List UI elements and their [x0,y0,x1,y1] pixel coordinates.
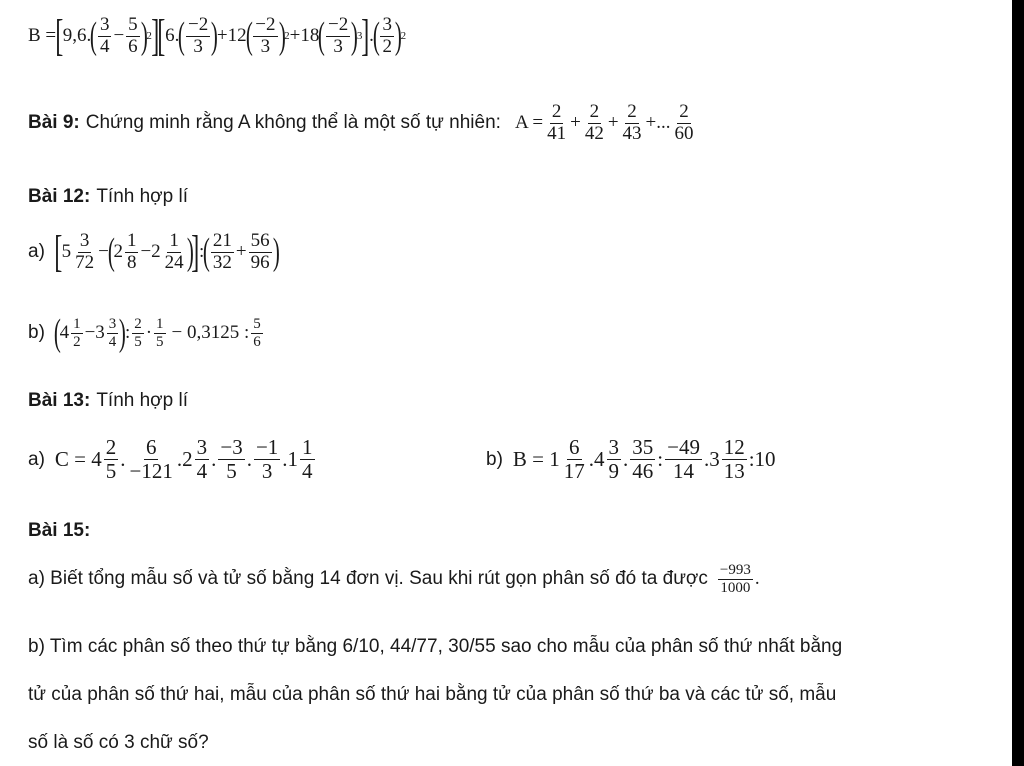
fraction: $\frac{3}{4}$ [99,13,110,57]
fraction: $\frac{1}{4}$ [302,435,313,484]
bai12-label: Bài 12: [28,186,91,207]
fraction: $\frac{3}{2}$ [382,13,392,57]
fraction: $\frac{12}{13}$ [723,435,745,484]
bai12-title: Tính hợp lí [96,186,188,207]
fraction: $\frac{-993}{1000}$ [719,562,751,596]
bai13-b: b) B = 1 $\frac{6}{17}$ . 4 $\frac{3}{9}$ . $\frac{35}{46}$ : $\frac{-49}{14}$ . 3 $\frac{12}{13}$ :10 [486,435,776,484]
fraction: $\frac{3}{9}$ [608,435,620,484]
formula-b-lhs: B = [28,25,57,46]
bai15-b-line3: số là số có 3 chữ số? [28,732,209,753]
fraction: $\frac{2}{60}$ [674,101,694,144]
fraction: $\frac{2}{42}$ [584,101,604,144]
bai13-label: Bài 13: [28,390,91,411]
fraction: $\frac{2}{5}$ [105,435,117,484]
fraction: $\frac{1}{24}$ [164,229,184,273]
bai9-formula: A = $\frac{2}{41}$ + $\frac{2}{42}$ + $\frac{2}{43}$ +... $\frac{2}{60}$ [514,101,694,144]
bai13-title: Tính hợp lí [96,390,188,411]
fraction: $\frac{-2}{3}$ [255,13,276,57]
fraction: $\frac{35}{46}$ [632,435,654,484]
fraction: $\frac{-3}{5}$ [220,435,243,484]
bai13-heading [28,390,188,412]
fraction: $\frac{3}{72}$ [75,229,95,273]
fraction: $\frac{-1}{3}$ [255,435,279,484]
fraction: $\frac{3}{4}$ [196,435,208,484]
bai9-text: Chứng minh rằng A không thể là một số tự nhiên: [85,112,501,134]
fraction: $\frac{5}{6}$ [128,13,138,57]
fraction: $\frac{5}{6}$ [253,316,261,350]
bai15-label: Bài 15: [28,520,91,541]
fraction: $\frac{21}{32}$ [212,229,232,273]
fraction: $\frac{2}{41}$ [547,101,567,144]
bai9-label: Bài 9: [28,112,80,134]
fraction: $\frac{2}{5}$ [134,316,142,350]
bai12-a: a) [ 5 $\frac{3}{72}$ − ( 2 $\frac{1}{8}$ −2 $\frac{1}{24}$ ) ] : ( $\frac{21}{32}$ + $\frac{56}{96}$ ) [28,227,280,276]
bai9-row [28,102,698,145]
bai13-a: a) C = 4 $\frac{2}{5}$ . $\frac{6}{-121}$ . 2 $\frac{3}{4}$ . $\frac{-3}{5}$ . $\frac{-1}{3}$ . 1 $\frac{1}{4}$ [28,435,313,484]
fraction: $\frac{1}{2}$ [73,316,81,350]
fraction: $\frac{3}{4}$ [108,316,117,350]
bai15-heading [28,520,90,542]
bai15-b-line2: tử của phân số thứ hai, mẫu của phân số thứ hai bằng tử của phân số thứ ba và các tử số, mẫu [28,684,837,705]
fraction: $\frac{6}{17}$ [563,435,585,484]
fraction: $\frac{2}{43}$ [622,101,642,144]
bai15-a: a) Biết tổng mẫu số và tử số bằng 14 đơn vị. Sau khi rút gọn phân số đó ta được $\frac{-993}{1000}$ . [28,562,760,596]
bai12-b: b) ( 4 $\frac{1}{2}$ −3 $\frac{3}{4}$ ) : $\frac{2}{5}$ · $\frac{1}{5}$ − 0,3125 : $\frac{5}{6}$ [28,312,261,354]
fraction: $\frac{-2}{3}$ [188,13,209,57]
formula-b: B = [ 9,6. ( $\frac{3}{4}$ − $\frac{5}{6}$ ) 2 ] [ 6. ( $\frac{-2}{3}$ ) +12 ( $\frac{-2}{3}$ ) 2 +18 ( $\frac{-2}{3}$ ) 3 ] . ( $\frac{3}{2}$ ) 2 [28,11,407,60]
bai15-b-line1: b) Tìm các phân số theo thứ tự bằng 6/10, 44/77, 30/55 sao cho mẫu của phân số thứ nhất bằng [28,636,843,657]
fraction: $\frac{1}{8}$ [126,229,137,273]
fraction: $\frac{-49}{14}$ [667,435,700,484]
fraction: $\frac{6}{-121}$ [129,435,173,484]
fraction: $\frac{56}{96}$ [250,229,270,273]
fraction: $\frac{-2}{3}$ [328,13,349,57]
fraction: $\frac{1}{5}$ [156,316,164,350]
bai12-heading [28,186,188,208]
